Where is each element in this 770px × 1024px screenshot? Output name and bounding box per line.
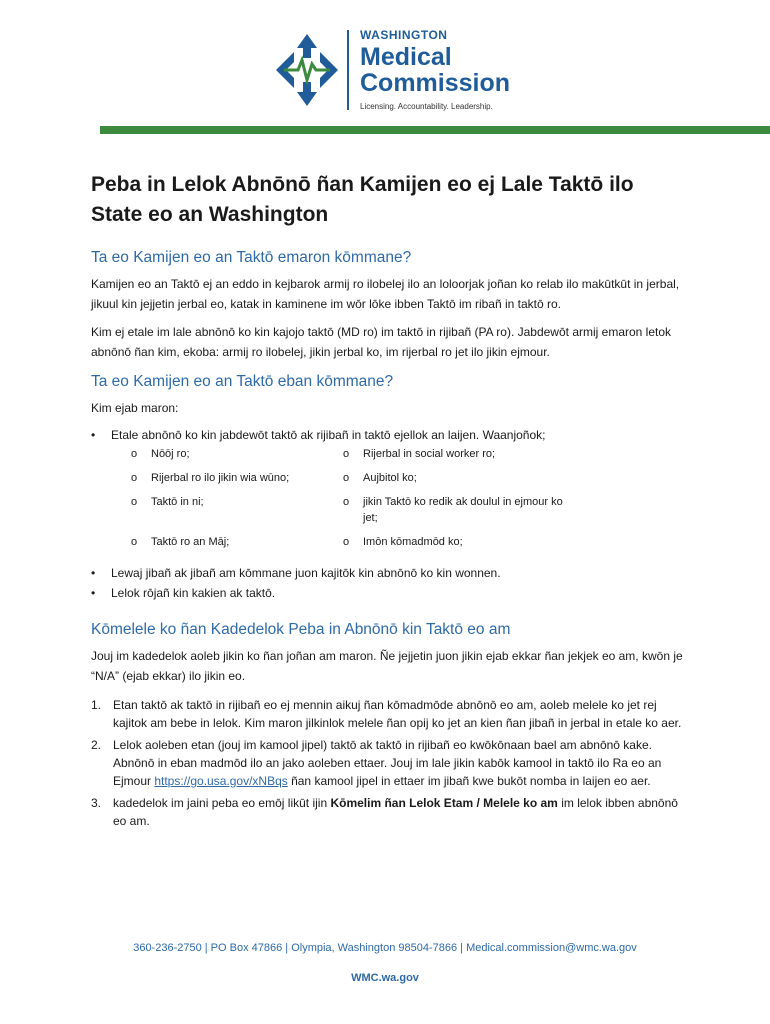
- step-item: [91, 794, 686, 830]
- step-text-after: im lelok ibben abnōnō eo am.: [113, 796, 678, 828]
- section1-heading: Ta eo Kamijen eo an Taktō emaron kōmmane?: [91, 249, 412, 266]
- step-text: kadedelok im jaini peba eo emōj likūt ijin: [113, 796, 331, 810]
- footer: [0, 942, 770, 984]
- bullet-item: • Lelok rōjañ kin kakien ak taktō.: [91, 584, 686, 602]
- sub-item: o Rijerbal in social worker ro;: [343, 446, 573, 462]
- section2-intro: Kim ejab maron:: [91, 401, 179, 415]
- section3-intro: Jouj im kadedelok aoleb jikin ko ñan joñan am maron. Ñe jejjetin juon jikin ejab ekkar ñan jekjek eo am, kwōn je “N/A” (ejab ekkar) ilo jikin eo.: [91, 649, 683, 683]
- sub-item: o Taktō ro an Māj;: [131, 534, 323, 550]
- section3-heading: Kōmelele ko ñan Kadedelok Peba in Abnōnō kin Taktō eo am: [91, 621, 511, 638]
- section2-bullets: [91, 426, 686, 602]
- logo-tagline: Licensing. Accountability. Leadership.: [360, 102, 493, 111]
- step-text: Lelok aoleben etan (jouj im kamool jipel) taktō ak taktō in rijibañ eo kwōkōnaan bael am abnōnō kake. Abnōnō in eban madmōd ilo an jako aoleben ettaer. Jouj im lale jikin kabōk kamool in taktō ilo Ra eo an Ejmour: [113, 738, 662, 788]
- bullet-item: [91, 426, 686, 558]
- logo-text: [360, 28, 510, 111]
- instruction-steps: [91, 696, 686, 830]
- header-green-bar: [100, 126, 770, 134]
- document-body: [91, 170, 686, 834]
- step-number: 1.: [91, 698, 102, 712]
- sub-item: o Aujbitol ko;: [343, 470, 573, 486]
- step-item: [91, 696, 686, 732]
- section1-para2: Kim ej etale im lale abnōnō ko kin kajojo taktō (MD ro) im taktō in rijibañ (PA ro). Jabdewōt armij emaron letok abnōnō ñan kim, ekoba: armij ro ilobelej, jikin jerbal ko, im rijerbal ro jet ilo jikin ejmour.: [91, 325, 672, 359]
- logo-washington: WASHINGTON: [360, 28, 448, 42]
- page-title: Peba in Lelok Abnōnō ñan Kamijen eo ej Lale Taktō ilo State eo an Washington: [91, 173, 634, 226]
- medical-commission-logo-icon: [272, 30, 342, 110]
- footer-contact: 360-236-2750 | PO Box 47866 | Olympia, Washington 98504-7866 | Medical.commission@wmc.wa.gov: [133, 942, 637, 954]
- sub-item: o jikin Taktō ko redik ak doulul in ejmour ko jet;: [343, 494, 573, 526]
- sub-item: o Taktō in ni;: [131, 494, 323, 526]
- sub-item: o Rijerbal ro ilo jikin wia wūno;: [131, 470, 323, 486]
- section2-heading: Ta eo Kamijen eo an Taktō eban kōmmane?: [91, 373, 394, 390]
- section1-para1: Kamijen eo an Taktō ej an eddo in kejbarok armij ro ilobelej ilo an loloorjak joñan ko relab ilo makūtkūt in jerbal, jikuul kin jejjetin jerbal eo, katak in kaminene im wōr lōke ibben Taktō im ribañ in taktō ro.: [91, 277, 680, 311]
- sub-list: [131, 446, 686, 558]
- step-bold-text: Kōmelim ñan Lelok Etam / Melele ko am: [330, 796, 558, 810]
- step-item: [91, 736, 686, 790]
- step-number: 3.: [91, 796, 102, 810]
- step-text-after: ñan kamool jipel in ettaer im jibañ kwe bukōt nomba in laijen eo aer.: [287, 774, 651, 788]
- sub-item: o Nōōj ro;: [131, 446, 323, 462]
- step-text: Etan taktō ak taktō in rijibañ eo ej mennin aikuj ñan kōmadmōde abnōnō eo am, aoleb melele ko jet rej kajitok am bebe in lelok. Kim maron jilkinlok melele ñan opij ko jet an kien ñan jibañ in jerbal in etale ko aer.: [113, 698, 682, 730]
- logo-medical: Medical: [360, 43, 452, 71]
- footer-website[interactable]: WMC.wa.gov: [351, 972, 419, 984]
- logo-commission: Commission: [360, 69, 511, 97]
- header: [0, 0, 770, 130]
- sub-item: o Imōn kōmadmōd ko;: [343, 534, 573, 550]
- logo-divider: [347, 30, 349, 110]
- step-number: 2.: [91, 738, 102, 752]
- bullet-item: • Lewaj jibañ ak jibañ am kōmmane juon kajitōk kin abnōnō ko kin wonnen.: [91, 564, 686, 582]
- bullet-text: Etale abnōnō ko kin jabdewōt taktō ak rijibañ in taktō ejellok an laijen. Waanjoñok;: [111, 428, 546, 442]
- provider-lookup-link[interactable]: https://go.usa.gov/xNBqs: [154, 774, 288, 788]
